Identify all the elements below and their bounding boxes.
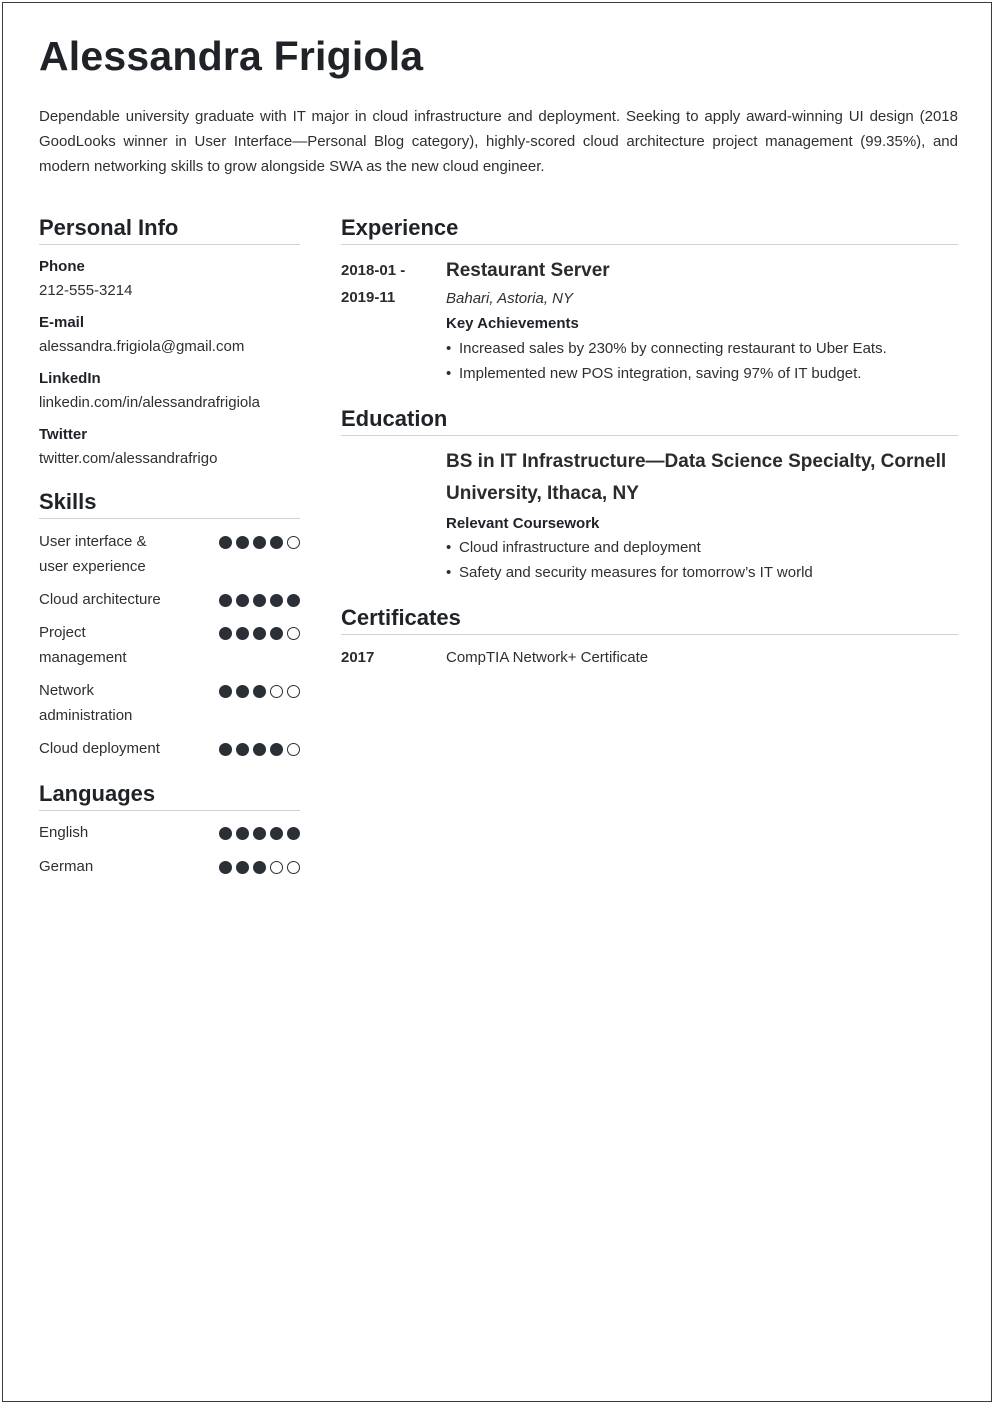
degree-line-1: BS in IT Infrastructure—Data Science Specialty, Cornell	[446, 451, 947, 472]
skill-rating	[219, 736, 300, 756]
skill-name: Cloud architecture	[39, 591, 161, 608]
rating-dot-filled-icon	[270, 594, 283, 607]
rating-dot-filled-icon	[253, 827, 266, 840]
rating-dot-filled-icon	[236, 536, 249, 549]
skill-rating	[219, 678, 300, 698]
phone-label: Phone	[39, 258, 85, 275]
rating-dot-filled-icon	[253, 536, 266, 549]
date-end: 2019-11	[341, 289, 396, 306]
skill-row	[39, 529, 300, 579]
education-dates	[341, 446, 446, 585]
email-block	[39, 314, 300, 355]
skill-rating	[219, 620, 300, 640]
rating-dot-filled-icon	[219, 743, 232, 756]
rating-dot-filled-icon	[236, 827, 249, 840]
certificate-entry	[341, 645, 958, 670]
resume-page	[2, 2, 992, 1402]
rating-dot-filled-icon	[219, 827, 232, 840]
skill-name: Network administration	[39, 682, 133, 724]
rating-dot-filled-icon	[270, 536, 283, 549]
certificates-heading: Certificates	[341, 605, 958, 635]
left-column	[39, 215, 300, 879]
summary-paragraph: Dependable university graduate with IT major in cloud infrastructure and deployment. Seeking to apply award-winning UI design (2018 GoodLooks winner in User Interface—Personal Blog category), highly-scored cloud architecture project management (99.35%), and modern networking skills to grow alongside SWA as the new cloud engineer.	[39, 108, 958, 175]
rating-dot-empty-icon	[287, 861, 300, 874]
linkedin-value: linkedin.com/in/alessandrafrigiola	[39, 394, 260, 411]
skill-name: Project management	[39, 624, 127, 666]
experience-dates	[341, 257, 446, 386]
skill-rating	[219, 529, 300, 549]
skill-name: Cloud deployment	[39, 740, 160, 757]
language-row	[39, 854, 300, 879]
experience-heading: Experience	[341, 215, 958, 245]
language-row	[39, 820, 300, 845]
rating-dot-empty-icon	[270, 861, 283, 874]
languages-heading: Languages	[39, 781, 300, 811]
list-item: • Cloud infrastructure and deployment	[446, 535, 958, 560]
language-rating	[219, 854, 300, 874]
skill-row	[39, 736, 300, 761]
rating-dot-empty-icon	[287, 743, 300, 756]
skill-name: User interface & user experience	[39, 533, 147, 575]
rating-dot-filled-icon	[287, 594, 300, 607]
skill-row	[39, 620, 300, 670]
rating-dot-filled-icon	[219, 536, 232, 549]
experience-body	[446, 257, 958, 386]
rating-dot-empty-icon	[270, 685, 283, 698]
education-heading: Education	[341, 406, 958, 436]
rating-dot-filled-icon	[236, 594, 249, 607]
experience-entry	[341, 257, 958, 386]
rating-dot-filled-icon	[236, 685, 249, 698]
personal-info-heading: Personal Info	[39, 215, 300, 245]
rating-dot-filled-icon	[236, 743, 249, 756]
language-name: German	[39, 858, 94, 875]
achievements-heading: Key Achievements	[446, 315, 579, 332]
certificate-year: 2017	[341, 649, 375, 666]
twitter-block	[39, 426, 300, 467]
job-title: Restaurant Server	[446, 260, 610, 281]
candidate-name: Alessandra Frigiola	[39, 33, 424, 79]
rating-dot-filled-icon	[219, 861, 232, 874]
linkedin-block	[39, 370, 300, 411]
rating-dot-filled-icon	[253, 627, 266, 640]
job-location: Bahari, Astoria, NY	[446, 290, 573, 307]
rating-dot-filled-icon	[253, 594, 266, 607]
coursework-heading: Relevant Coursework	[446, 515, 600, 532]
rating-dot-filled-icon	[219, 685, 232, 698]
rating-dot-filled-icon	[219, 627, 232, 640]
degree-line-2: University, Ithaca, NY	[446, 483, 639, 504]
rating-dot-empty-icon	[287, 627, 300, 640]
rating-dot-filled-icon	[253, 685, 266, 698]
skill-rating	[219, 587, 300, 607]
rating-dot-filled-icon	[236, 627, 249, 640]
language-rating	[219, 820, 300, 840]
certificate-name: CompTIA Network+ Certificate	[446, 649, 649, 666]
rating-dot-filled-icon	[253, 861, 266, 874]
list-item: • Safety and security measures for tomorrow’s IT world	[446, 560, 958, 585]
email-label: E-mail	[39, 314, 85, 331]
date-start: 2018-01 -	[341, 262, 406, 279]
rating-dot-filled-icon	[236, 861, 249, 874]
right-column	[341, 215, 958, 670]
rating-dot-filled-icon	[270, 743, 283, 756]
achievements-list	[446, 336, 958, 386]
rating-dot-filled-icon	[270, 627, 283, 640]
twitter-label: Twitter	[39, 426, 88, 443]
education-entry	[341, 446, 958, 585]
skill-row	[39, 678, 300, 728]
skills-heading: Skills	[39, 489, 300, 519]
skills-list	[39, 529, 300, 761]
rating-dot-filled-icon	[219, 594, 232, 607]
rating-dot-empty-icon	[287, 685, 300, 698]
phone-block	[39, 258, 300, 299]
list-item: • Implemented new POS integration, saving 97% of IT budget.	[446, 361, 958, 386]
rating-dot-filled-icon	[287, 827, 300, 840]
rating-dot-empty-icon	[287, 536, 300, 549]
education-body	[446, 446, 958, 585]
linkedin-label: LinkedIn	[39, 370, 101, 387]
phone-value: 212-555-3214	[39, 282, 133, 299]
rating-dot-filled-icon	[253, 743, 266, 756]
rating-dot-filled-icon	[270, 827, 283, 840]
coursework-list	[446, 535, 958, 585]
email-value: alessandra.frigiola@gmail.com	[39, 338, 245, 355]
list-item: • Increased sales by 230% by connecting restaurant to Uber Eats.	[446, 336, 958, 361]
twitter-value: twitter.com/alessandrafrigo	[39, 450, 218, 467]
language-name: English	[39, 824, 89, 841]
skill-row	[39, 587, 300, 612]
languages-list	[39, 820, 300, 879]
